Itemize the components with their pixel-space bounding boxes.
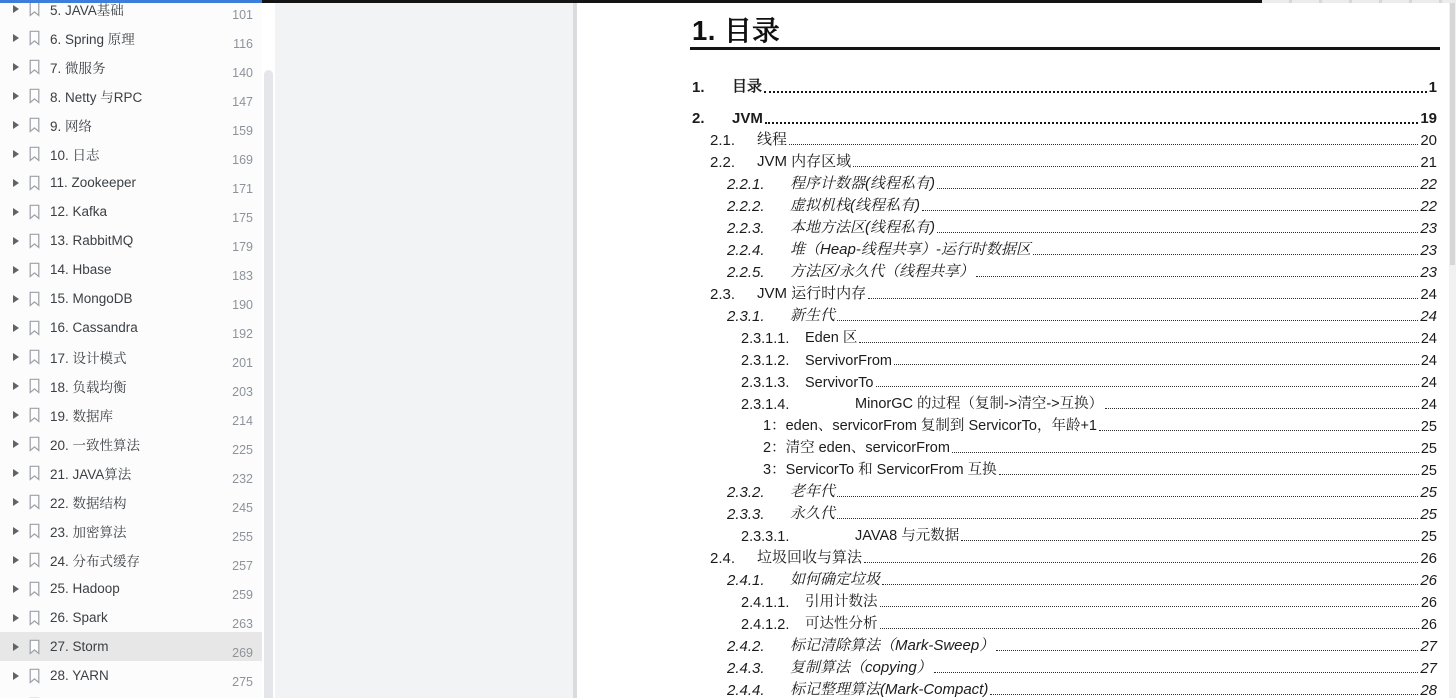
title-underline [690,47,1440,50]
sidebar-item-page: 255 [232,530,253,544]
toc-dot-leader [1105,408,1419,409]
expand-triangle-icon[interactable] [13,498,19,506]
bookmark-icon [28,436,41,452]
expand-triangle-icon[interactable] [13,353,19,361]
sidebar-item[interactable] [0,23,262,52]
toc-entry-page: 25 [1420,484,1437,501]
bookmark-icon [28,175,41,191]
toc-dot-leader [868,298,1418,299]
sidebar-item-page: 179 [232,240,253,254]
sidebar-item-label: 24. 分布式缓存 [50,553,141,569]
sidebar-item-page: 245 [232,501,253,515]
sidebar-item-label: 19. 数据库 [50,408,114,424]
top-edge-accent-line [0,0,262,3]
toc-entry-number: 2.3.1. [727,308,765,325]
sidebar-item-label: 26. Spark [50,610,108,625]
toc-entry-label: 3：ServicorTo 和 ServicorFrom 互换 [763,462,997,478]
toc-entry-label: MinorGC 的过程（复制->清空->互换） [855,396,1104,412]
toc-entry-label: 堆（Heap-线程共享）-运行时数据区 [790,241,1031,258]
toc-dot-leader [961,540,1419,541]
expand-triangle-icon[interactable] [13,237,19,245]
sidebar-item-page: 192 [232,327,253,341]
expand-triangle-icon[interactable] [13,411,19,419]
toc-entry-number: 2.3.2. [727,484,765,501]
sidebar-item-page: 259 [232,588,253,602]
toc-entry[interactable] [692,149,1437,171]
expand-triangle-icon[interactable] [13,150,19,158]
toc-entry-number: 2.2.1. [727,176,765,193]
sidebar-item-label: 21. JAVA算法 [50,466,132,482]
toc-entry[interactable] [692,457,1437,479]
sidebar-item-label: 10. 日志 [50,147,100,163]
toc-dot-leader [882,584,1418,585]
toc-entry[interactable] [692,237,1437,259]
toc-entry[interactable] [692,523,1437,545]
toc-entry-number: 2.4.1.2. [741,617,790,633]
bookmark-icon [28,378,41,394]
toc-entry-label: 1：eden、servicorFrom 复制到 ServicorTo，年龄+1 [763,418,1097,434]
sidebar-item-page: 159 [232,124,253,138]
toc-dot-leader [952,452,1419,453]
sidebar-item[interactable] [0,545,262,574]
toc-dot-leader [859,342,1418,343]
sidebar-item-page: 171 [232,182,253,196]
sidebar-item-label: 15. MongoDB [50,291,133,306]
toc-dot-leader [1033,254,1418,255]
toc-entry[interactable] [692,215,1437,237]
toc-entry-label: 2：清空 eden、servicorFrom [763,440,950,456]
sidebar-item-page: 101 [232,8,253,22]
toc-dot-leader [765,122,1418,124]
toc-entry-page: 26 [1420,550,1437,567]
toc-entry-page: 26 [1420,595,1437,611]
toc-entry[interactable] [692,369,1437,391]
sidebar-item[interactable] [0,81,262,110]
toc-entry-label: 标记整理算法(Mark-Compact) [790,681,989,698]
toc-entry-page: 1 [1428,79,1437,96]
toc-dot-leader [864,562,1418,563]
toc-entry-page: 26 [1420,617,1437,633]
expand-triangle-icon[interactable] [13,208,19,216]
toc-entry-page: 25 [1420,419,1437,435]
bookmark-icon [28,494,41,510]
sidebar-item-page: 183 [232,269,253,283]
toc-entry[interactable] [692,655,1437,677]
expand-triangle-icon[interactable] [13,295,19,303]
toc-dot-leader [937,232,1418,233]
bookmark-icon [28,407,41,423]
toc-entry-number: 2.2.3. [727,220,765,237]
sidebar-item-label: 11. Zookeeper [50,175,137,190]
toc-entry-number: 2.3.3.1. [741,529,790,545]
toc-entry-number: 2.4.2. [727,638,765,655]
sidebar-item-page: 269 [232,646,253,660]
bookmarks-list [0,3,262,698]
toc-dot-leader [990,694,1418,695]
toc-entry[interactable] [692,325,1437,347]
expand-triangle-icon[interactable] [13,266,19,274]
expand-triangle-icon[interactable] [13,179,19,187]
toc-entry-number: 2.4.1. [727,572,765,589]
top-edge-dark-line [262,0,1262,3]
toc-entry-page: 24 [1420,308,1437,325]
sidebar-item[interactable] [0,487,262,516]
toc-entry-label: 标记清除算法（Mark-Sweep） [790,637,995,654]
toc-entry-number: 2.4.3. [727,660,765,677]
toc-entry-number: 2.2.2. [727,198,765,215]
toc-entry[interactable] [692,127,1437,149]
toc-entry-number: 2. [692,110,705,127]
toc-entry-page: 25 [1420,529,1437,545]
table-of-contents [692,65,1437,698]
sidebar-item[interactable] [0,458,262,487]
toc-entry-page: 22 [1420,198,1437,215]
bookmark-icon [28,581,41,597]
toc-dot-leader [880,606,1419,607]
toc-entry-label: 线程 [757,131,788,148]
toc-entry-label: 永久代 [790,505,836,522]
expand-triangle-icon[interactable] [13,324,19,332]
toc-entry-label: JVM 运行时内存 [757,285,867,302]
toc-dot-leader [996,650,1418,651]
bookmark-icon [28,349,41,365]
sidebar-item-page: 203 [232,385,253,399]
expand-triangle-icon[interactable] [13,643,19,651]
page-title: 1. 目录 [692,15,781,46]
sidebar-item[interactable] [0,52,262,81]
toc-entry-number: 2.2.4. [727,242,765,259]
sidebar-item-label: 16. Cassandra [50,320,138,335]
expand-triangle-icon[interactable] [13,34,19,42]
toc-entry-label: 引用计数法 [805,594,878,610]
expand-triangle-icon[interactable] [13,585,19,593]
toc-entry[interactable] [692,589,1437,611]
sidebar-item[interactable] [0,226,262,255]
toc-dot-leader [999,474,1419,475]
toc-entry-label: 可达性分析 [805,616,878,632]
sidebar-item[interactable] [0,139,262,168]
expand-triangle-icon[interactable] [13,382,19,390]
sidebar-item-page: 225 [232,443,253,457]
toc-dot-leader [764,91,1427,93]
sidebar-item[interactable] [0,574,262,603]
sidebar-item[interactable] [0,371,262,400]
sidebar-item-label: 13. RabbitMQ [50,233,134,248]
toc-entry[interactable] [692,611,1437,633]
toc-dot-leader [937,188,1418,189]
toc-entry-label: ServivorFrom [805,353,893,369]
expand-triangle-icon[interactable] [13,92,19,100]
expand-triangle-icon[interactable] [13,614,19,622]
toc-entry[interactable] [692,303,1437,325]
expand-triangle-icon[interactable] [13,440,19,448]
expand-triangle-icon[interactable] [13,5,19,13]
expand-triangle-icon[interactable] [13,556,19,564]
sidebar-item-label: 8. Netty 与RPC [50,89,143,105]
sidebar-item-label: 18. 负载均衡 [50,379,127,395]
bookmark-icon [28,59,41,75]
bookmark-icon [28,204,41,220]
bookmarks-sidebar [0,3,262,698]
sidebar-item-label: 22. 数据结构 [50,495,127,511]
sidebar-item-label: 23. 加密算法 [50,524,127,540]
toc-entry-number: 2.3.1.2. [741,353,790,369]
toc-entry-label: 老年代 [790,483,836,500]
toc-entry-page: 24 [1420,397,1437,413]
toc-entry-number: 2.3.3. [727,506,765,523]
sidebar-item-page: 214 [232,414,253,428]
toc-dot-leader [922,210,1418,211]
bookmark-icon [28,523,41,539]
bookmark-icon [28,117,41,133]
toc-entry-page: 23 [1420,242,1437,259]
toc-dot-leader [837,320,1418,321]
bookmark-icon [28,146,41,162]
document-page [577,3,1449,698]
sidebar-item[interactable] [0,313,262,342]
toc-entry-label: 如何确定垃圾 [790,571,881,588]
toc-entry[interactable] [692,193,1437,215]
toc-entry-page: 24 [1420,353,1437,369]
sidebar-scrollbar-thumb[interactable] [264,70,273,698]
toc-entry[interactable] [692,413,1437,435]
sidebar-item[interactable] [0,168,262,197]
bookmark-icon [28,291,41,307]
sidebar-item[interactable] [0,110,262,139]
toc-entry-number: 1. [692,79,705,96]
toc-dot-leader [853,166,1418,167]
bookmark-icon [28,668,41,684]
toc-entry-label: 方法区/永久代（线程共享） [790,263,975,280]
toc-dot-leader [876,386,1419,387]
toc-entry-label: 目录 [732,78,763,95]
sidebar-item-label: 25. Hadoop [50,581,120,596]
expand-triangle-icon[interactable] [13,121,19,129]
toc-dot-leader [837,496,1418,497]
toc-entry[interactable] [692,545,1437,567]
sidebar-item[interactable] [0,342,262,371]
toc-entry-label: Eden 区 [805,330,858,346]
sidebar-item-label: 6. Spring 原理 [50,31,135,47]
toc-entry-label: 虚拟机栈(线程私有) [790,197,920,214]
expand-triangle-icon[interactable] [13,469,19,477]
toc-entry-page: 22 [1420,176,1437,193]
sidebar-item-page: 232 [232,472,253,486]
sidebar-item[interactable] [0,197,262,226]
sidebar-item-page: 275 [232,675,253,689]
sidebar-item-label: 7. 微服务 [50,60,106,76]
sidebar-item[interactable] [0,429,262,458]
expand-triangle-icon[interactable] [13,672,19,680]
toc-entry-page: 20 [1420,132,1437,149]
toc-entry-number: 2.2. [710,154,736,171]
sidebar-item-page: 140 [232,66,253,80]
bookmark-icon [28,320,41,336]
sidebar-item-page: 190 [232,298,253,312]
sidebar-item-label: 5. JAVA基础 [50,3,124,18]
toc-entry-label: 本地方法区(线程私有) [790,219,935,236]
toc-entry-page: 27 [1420,660,1437,677]
toc-entry-label: 复制算法（copying） [790,659,932,676]
bookmark-icon [28,465,41,481]
bookmark-icon [28,610,41,626]
top-edge-light-line [1262,0,1456,3]
toc-entry-page: 28 [1420,682,1437,698]
sidebar-item-page: 175 [232,211,253,225]
toc-entry[interactable] [692,391,1437,413]
expand-triangle-icon[interactable] [13,527,19,535]
toc-entry-label: 新生代 [790,307,836,324]
toc-entry[interactable] [692,677,1437,698]
sidebar-item-label: 12. Kafka [50,204,108,219]
toc-entry-number: 2.4. [710,550,736,567]
toc-dot-leader [1099,430,1419,431]
toc-entry-page: 24 [1420,286,1437,303]
bookmark-icon [28,639,41,655]
sidebar-item-label: 14. Hbase [50,262,112,277]
toc-entry-page: 25 [1420,463,1437,479]
bookmark-icon [28,88,41,104]
toc-entry[interactable] [692,281,1437,303]
toc-entry-label: 程序计数器(线程私有) [790,175,935,192]
toc-dot-leader [894,364,1419,365]
toc-entry-page: 19 [1420,110,1437,127]
toc-dot-leader [880,628,1419,629]
toc-entry-page: 21 [1420,154,1437,171]
document-scrollbar-thumb[interactable] [1450,3,1455,265]
sidebar-item[interactable] [0,661,262,690]
toc-entry-number: 2.1. [710,132,736,149]
toc-entry[interactable] [692,435,1437,457]
toc-entry-number: 2.3.1.1. [741,331,790,347]
toc-entry-page: 23 [1420,264,1437,281]
toc-entry[interactable] [692,259,1437,281]
toc-entry-number: 2.3.1.3. [741,375,790,391]
toc-entry-page: 27 [1420,638,1437,655]
document-scrollbar[interactable] [1449,3,1456,698]
toc-entry[interactable] [692,479,1437,501]
sidebar-item-page: 169 [232,153,253,167]
sidebar-item[interactable] [0,632,262,661]
toc-entry-number: 2.3. [710,286,736,303]
bookmark-icon [28,3,41,17]
sidebar-item[interactable] [0,690,262,698]
toc-entry[interactable] [692,96,1437,127]
sidebar-item-label: 9. 网络 [50,118,93,134]
toc-entry-label: JVM 内存区域 [757,153,852,170]
toc-entry-page: 25 [1420,506,1437,523]
toc-dot-leader [934,672,1419,673]
toc-entry[interactable] [692,633,1437,655]
toc-entry-page: 23 [1420,220,1437,237]
toc-entry[interactable] [692,347,1437,369]
toc-entry-page: 24 [1420,331,1437,347]
sidebar-item-label: 17. 设计模式 [50,350,127,366]
toc-entry-label: 垃圾回收与算法 [757,549,863,566]
toc-dot-leader [837,518,1418,519]
toc-entry[interactable] [692,65,1437,96]
toc-entry[interactable] [692,171,1437,193]
toc-entry[interactable] [692,567,1437,589]
toc-entry-page: 26 [1420,572,1437,589]
sidebar-item[interactable] [0,284,262,313]
bookmark-icon [28,262,41,278]
sidebar-item-page: 263 [232,617,253,631]
toc-entry-number: 2.4.1.1. [741,595,790,611]
sidebar-item-page: 116 [233,37,253,51]
sidebar-item-page: 201 [232,356,253,370]
toc-entry-label: JVM [732,110,763,127]
sidebar-item-label: 20. 一致性算法 [50,437,141,453]
sidebar-item[interactable] [0,255,262,284]
sidebar-item[interactable] [0,3,262,23]
toc-entry-label: ServivorTo [805,375,874,391]
toc-entry-page: 25 [1420,441,1437,457]
expand-triangle-icon[interactable] [13,63,19,71]
sidebar-item[interactable] [0,516,262,545]
sidebar-item-label: 28. YARN [50,668,109,683]
viewer-canvas-background [275,3,573,698]
toc-dot-leader [789,144,1418,145]
sidebar-scrollbar[interactable] [262,3,275,698]
toc-entry-number: 2.3.1.4. [741,397,790,413]
toc-entry-page: 24 [1420,375,1437,391]
toc-entry-number: 2.2.5. [727,264,765,281]
bookmark-icon [28,552,41,568]
sidebar-item[interactable] [0,400,262,429]
bookmark-icon [28,30,41,46]
bookmark-icon [28,233,41,249]
toc-entry[interactable] [692,501,1437,523]
sidebar-item-page: 257 [232,559,253,573]
sidebar-item[interactable] [0,603,262,632]
sidebar-item-page: 147 [232,95,253,109]
toc-dot-leader [976,276,1418,277]
sidebar-item-label: 27. Storm [50,639,109,654]
toc-entry-label: JAVA8 与元数据 [855,528,960,544]
toc-entry-number: 2.4.4. [727,682,765,698]
